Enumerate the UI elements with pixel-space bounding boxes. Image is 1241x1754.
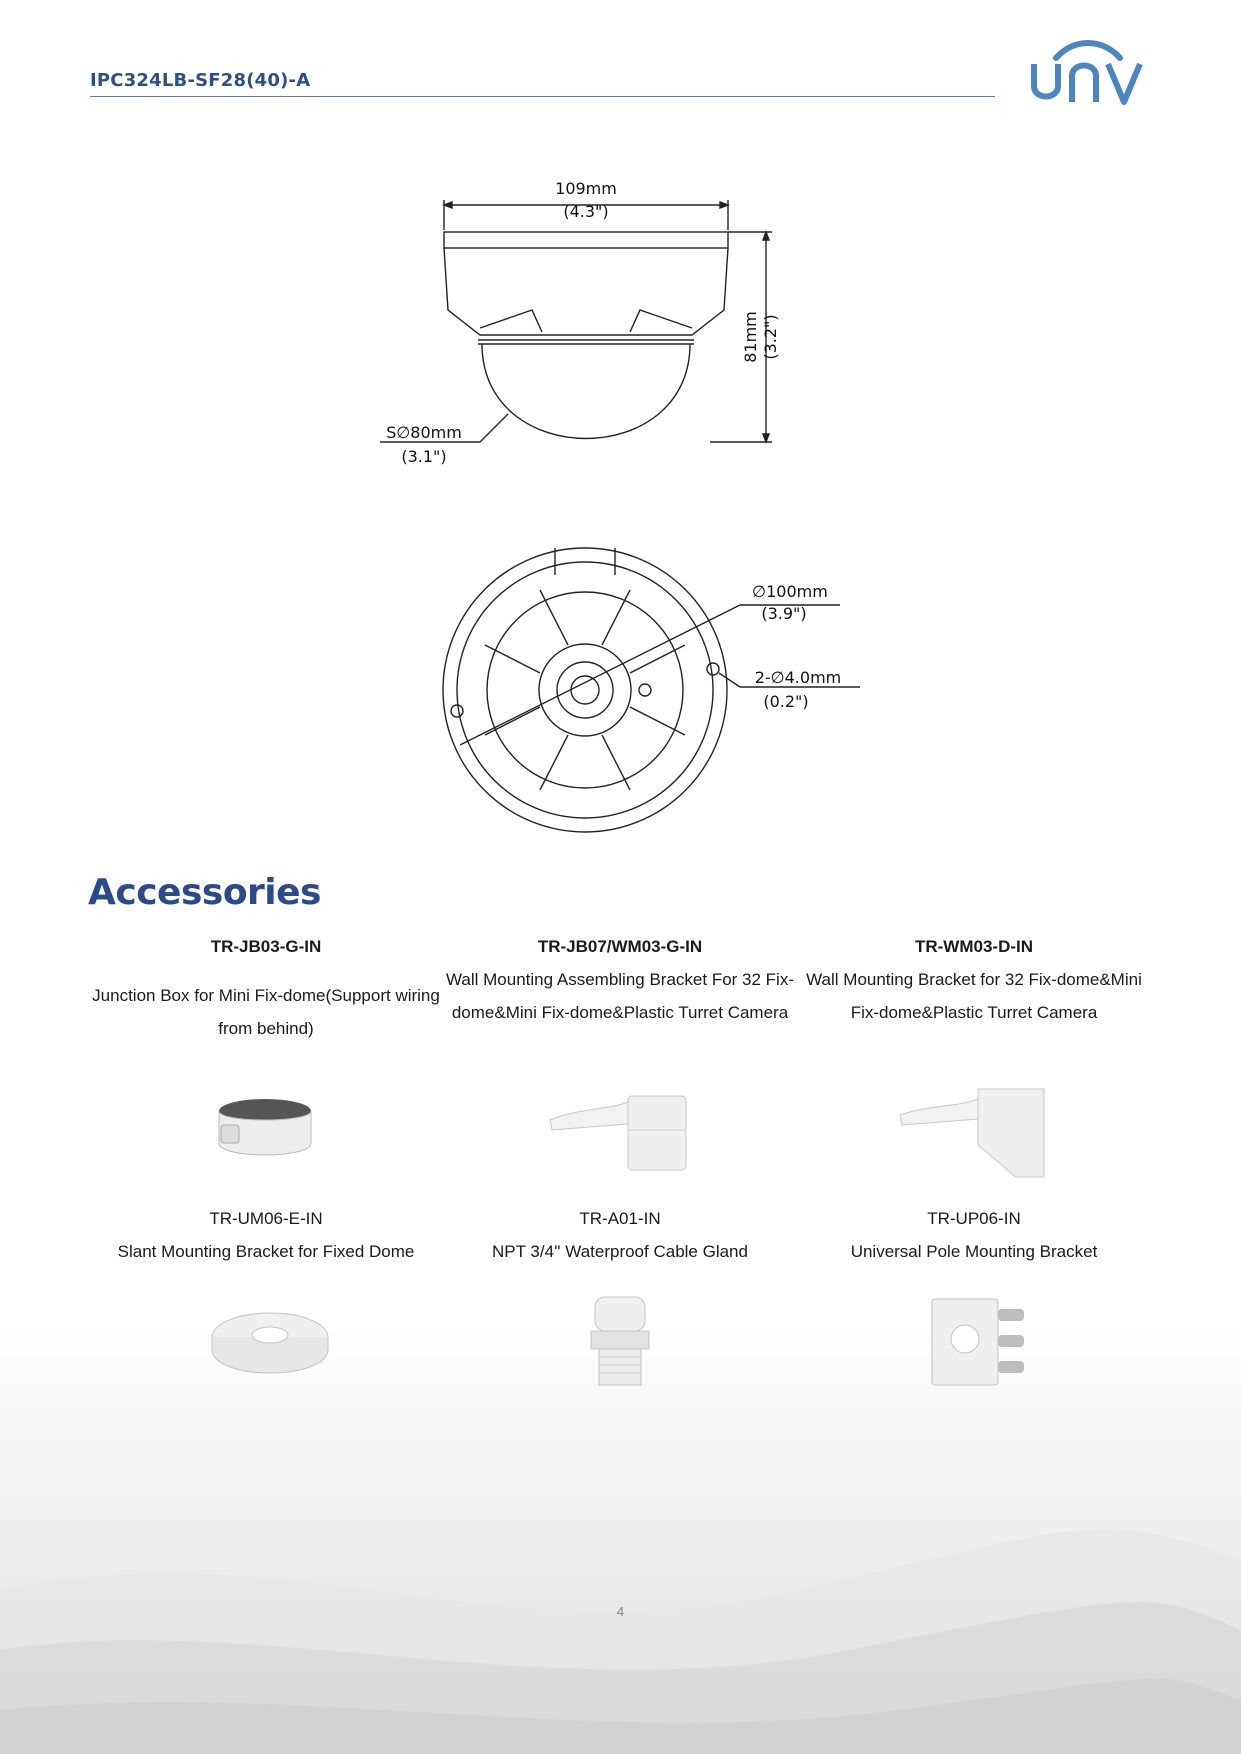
accessory-code: TR-UP06-IN [927, 1209, 1021, 1228]
width-in-label: (4.3") [563, 202, 609, 221]
pole-bracket-image [930, 1295, 1030, 1390]
diameter-mm-label: ∅100mm [752, 582, 828, 601]
bottom-view-drawing [440, 545, 860, 835]
junction-box-image [215, 1095, 315, 1165]
background-wave [0, 1330, 1241, 1754]
accessory-description: Junction Box for Mini Fix-dome(Support wiring from behind) [92, 986, 440, 1038]
height-mm-label: 81mm [741, 311, 760, 363]
accessory-description: NPT 3/4'' Waterproof Cable Gland [492, 1242, 748, 1261]
height-in-label: (3.2") [761, 314, 780, 360]
accessory-description: Universal Pole Mounting Bracket [850, 1242, 1098, 1261]
accessory-item [86, 1202, 446, 1268]
header-rule [90, 96, 995, 97]
accessories-heading: Accessories [88, 872, 321, 913]
accessory-item [440, 1202, 800, 1268]
accessory-item [86, 930, 446, 1045]
sphere-mm-label: S∅80mm [386, 423, 462, 442]
accessory-item [794, 930, 1154, 1029]
wall-bracket-assembly-image [548, 1090, 693, 1175]
accessory-code: TR-JB07/WM03-G-IN [537, 937, 703, 956]
diameter-in-label: (3.9") [761, 604, 807, 623]
accessory-description: Slant Mounting Bracket for Fixed Dome [117, 1242, 415, 1261]
unv-logo [1028, 40, 1146, 106]
side-view-drawing [380, 180, 780, 470]
accessory-description: Wall Mounting Bracket for 32 Fix-dome&Mini Fix-dome&Plastic Turret Camera [806, 970, 1142, 1022]
wall-bracket-image [898, 1085, 1050, 1180]
accessory-code: TR-A01-IN [579, 1209, 661, 1228]
page-number: 4 [616, 1604, 625, 1619]
accessory-code: TR-WM03-D-IN [914, 937, 1034, 956]
accessory-item [440, 930, 800, 1029]
slant-bracket-image [208, 1305, 332, 1377]
sphere-in-label: (3.1") [401, 447, 447, 466]
accessory-code: TR-JB03-G-IN [210, 937, 322, 956]
holes-mm-label: 2-∅4.0mm [754, 668, 842, 687]
holes-in-label: (0.2") [763, 692, 809, 711]
accessory-description: Wall Mounting Assembling Bracket For 32 Fix-dome&Mini Fix-dome&Plastic Turret Camera [446, 970, 794, 1022]
width-mm-label: 109mm [555, 180, 617, 198]
accessory-item [794, 1202, 1154, 1268]
accessory-code: TR-UM06-E-IN [209, 1209, 323, 1228]
cable-gland-image [585, 1295, 655, 1390]
header-model: IPC324LB-SF28(40)-A [90, 70, 311, 91]
